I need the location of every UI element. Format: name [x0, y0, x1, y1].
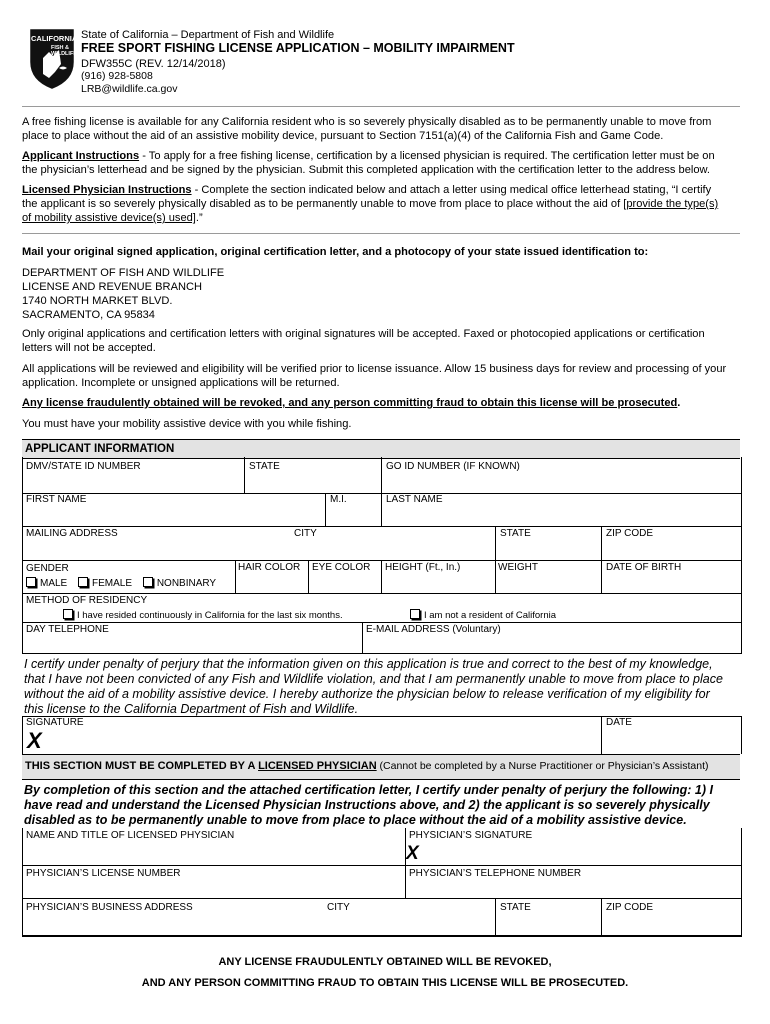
physician-instructions-text: - Complete the section indicated below and attach a letter using medical office letterhead stating, “I certify [191, 184, 712, 196]
physician-instructions-heading: Licensed Physician Instructions [22, 184, 192, 196]
physician-zip-field[interactable] [602, 914, 739, 934]
physician-address-field[interactable] [23, 914, 323, 934]
day-telephone-field[interactable] [23, 636, 361, 652]
mailing-address-label: MAILING ADDRESS [26, 528, 118, 539]
physician-signature-x-mark: X [406, 843, 419, 864]
physician-name-field[interactable] [23, 843, 404, 864]
checkbox-icon[interactable] [63, 609, 73, 619]
applicant-section-bar [22, 439, 740, 459]
physician-section-title [25, 760, 709, 772]
seal-text-fish: FISH & [51, 45, 70, 51]
physician-bar-note: (Cannot be completed by a Nurse Practitioner or Physician’s Assistant) [376, 760, 709, 772]
email-field[interactable] [363, 636, 739, 652]
footer-warning-line1: ANY LICENSE FRAUDULENTLY OBTAINED WILL BE REVOKED, [218, 956, 552, 968]
physician-bar-underlined: LICENSED PHYSICIAN [258, 760, 377, 772]
hair-color-label: HAIR COLOR [238, 562, 301, 573]
intro-divider [22, 233, 740, 234]
intro-paragraph [22, 115, 747, 143]
applicant-instructions-text: - To apply for a free fishing license, certification by a licensed physician is required. The certification letter must be on [139, 150, 715, 162]
physician-cert-line: By completion of this section and the attached certification letter, I certify under penalty of perjury the following: 1) I [24, 783, 713, 797]
dmv-id-field[interactable] [23, 473, 243, 492]
physician-license-field[interactable] [23, 880, 404, 897]
physician-telephone-field[interactable] [406, 880, 739, 897]
certification-line: this license to the California Department of Fish and Wildlife. [24, 702, 359, 716]
physician-city-label: CITY [327, 902, 350, 913]
state-field-2[interactable] [496, 541, 600, 559]
height-field[interactable] [382, 574, 494, 592]
row-divider [22, 593, 742, 594]
physician-zip-label: ZIP CODE [606, 902, 654, 913]
state-label: STATE [249, 461, 280, 472]
footer-warning-line2: AND ANY PERSON COMMITTING FRAUD TO OBTAIN THIS LICENSE WILL BE PROSECUTED. [141, 977, 629, 989]
physician-signature-label: PHYSICIAN’S SIGNATURE [409, 830, 533, 841]
eye-color-label: EYE COLOR [312, 562, 371, 573]
intro-line: place to place without the aid of an assistive mobility device, pursuant to Section 7151(a)(4) of the California Fish and Game Code. [22, 130, 664, 142]
review-note [22, 362, 747, 390]
header-divider [22, 106, 740, 107]
mailing-address-field[interactable] [23, 541, 288, 559]
weight-label: WEIGHT [498, 562, 538, 573]
physician-instructions-text: the applicant is so severely physically disabled as to be permanently unable to move from place to place without the aid of [22, 198, 624, 210]
city-label: CITY [294, 528, 317, 539]
row-divider [22, 653, 742, 654]
checkbox-icon[interactable] [143, 577, 153, 587]
device-type-placeholder: of mobility assistive device(s) used] [22, 212, 196, 224]
city-field[interactable] [290, 541, 494, 559]
mi-field[interactable] [326, 507, 380, 525]
physician-telephone-label: PHYSICIAN’S TELEPHONE NUMBER [409, 868, 582, 879]
day-telephone-label: DAY TELEPHONE [26, 624, 109, 635]
applicant-certification [24, 657, 742, 717]
physician-instructions [22, 183, 747, 225]
zip-field[interactable] [602, 541, 739, 559]
physician-license-label: PHYSICIAN’S LICENSE NUMBER [26, 868, 181, 879]
gender-male-label: MALE [40, 578, 68, 589]
date-field[interactable] [602, 729, 739, 753]
physician-city-field[interactable] [325, 914, 494, 934]
physician-signature-field[interactable] [422, 843, 739, 864]
mi-label: M.I. [330, 494, 347, 505]
residency-option-resident[interactable] [63, 609, 343, 621]
dob-label: DATE OF BIRTH [606, 562, 682, 573]
device-type-placeholder: [provide the type(s) [623, 198, 719, 210]
originals-note-line: Only original applications and certification letters with original signatures will be accepted. Faxed or photocopied applications or certification [22, 328, 705, 340]
seal-text-california: CALIFORNIA [31, 34, 78, 43]
address-line: LICENSE AND REVENUE BRANCH [22, 281, 203, 293]
physician-name-label: NAME AND TITLE OF LICENSED PHYSICIAN [26, 830, 235, 841]
gender-male-option[interactable] [26, 578, 67, 589]
gender-female-option[interactable] [78, 578, 132, 589]
contact-phone: (916) 928-5808 [81, 70, 153, 82]
physician-state-label: STATE [500, 902, 531, 913]
review-note-line: application. Incomplete or unsigned applications will be returned. [22, 377, 340, 389]
intro-line: A free fishing license is available for any California resident who is so severely physically disabled as to be permanently unable to move from [22, 116, 712, 128]
signature-label: SIGNATURE [26, 717, 84, 728]
address-line: 1740 NORTH MARKET BLVD. [22, 295, 173, 307]
residency-resident-label: I have resided continuously in California for the last six months. [77, 610, 343, 621]
row-divider [22, 935, 742, 937]
fraud-warning-text: Any license fraudulently obtained will be revoked, and any person committing fraud to obtain this license will be prosecuted [22, 397, 678, 409]
gender-nonbinary-label: NONBINARY [156, 578, 217, 589]
physician-bar-prefix: THIS SECTION MUST BE COMPLETED BY A [25, 760, 259, 772]
originals-note [22, 327, 747, 355]
height-label: HEIGHT (Ft., In.) [385, 562, 461, 573]
state-field[interactable] [245, 473, 380, 492]
applicant-section-title: APPLICANT INFORMATION [25, 443, 175, 455]
eye-color-field[interactable] [309, 574, 380, 592]
state-label-2: STATE [500, 528, 531, 539]
cdfw-seal-logo [29, 28, 78, 90]
row-divider [22, 560, 742, 561]
applicant-instructions [22, 149, 747, 177]
address-line: DEPARTMENT OF FISH AND WILDLIFE [22, 267, 225, 279]
residency-option-nonresident[interactable] [410, 609, 556, 621]
signature-field[interactable] [45, 729, 600, 753]
applicant-instructions-text: the physician’s letterhead and be signed by the physician. Submit this completed application with the certification letter to the address below. [22, 164, 711, 176]
form-title: FREE SPORT FISHING LICENSE APPLICATION – MOBILITY IMPAIRMENT [81, 41, 515, 55]
address-line: SACRAMENTO, CA 95834 [22, 309, 155, 321]
first-name-label: FIRST NAME [26, 494, 87, 505]
form-number: DFW355C (REV. 12/14/2018) [81, 58, 226, 70]
checkbox-icon[interactable] [26, 577, 36, 587]
physician-address-label: PHYSICIAN’S BUSINESS ADDRESS [26, 902, 193, 913]
zip-label: ZIP CODE [606, 528, 654, 539]
go-id-label: GO ID NUMBER (IF KNOWN) [386, 461, 520, 472]
agency-name: State of California – Department of Fish and Wildlife [81, 29, 335, 41]
hair-color-field[interactable] [236, 574, 307, 592]
physician-cert-line: disabled as to be permanently unable to move from place to place without the aid of a mobility assistive device. [24, 813, 687, 827]
review-note-line: All applications will be reviewed and eligibility will be verified prior to license issuance. Allow 15 business days for review and processing of your [22, 363, 727, 375]
certification-line: that I have not been convicted of any Fish and Wildlife violation, and that I am permanently unable to move from place to place [24, 672, 723, 686]
date-label: DATE [606, 717, 632, 728]
physician-cert-line: have read and understand the Licensed Physician Instructions above, and 2) the applicant is so severely physically [24, 798, 710, 812]
go-id-field[interactable] [382, 473, 739, 492]
physician-section-bar [22, 754, 740, 780]
gender-female-label: FEMALE [92, 578, 133, 589]
row-divider [22, 865, 742, 866]
last-name-label: LAST NAME [386, 494, 443, 505]
physician-state-field[interactable] [496, 914, 600, 934]
applicant-instructions-heading: Applicant Instructions [22, 150, 140, 162]
seal-text-wildlife: WILDLIFE [51, 51, 77, 57]
last-name-field[interactable] [382, 507, 739, 525]
originals-note-line: letters will not be accepted. [22, 342, 156, 354]
gender-nonbinary-option[interactable] [143, 578, 216, 589]
checkbox-icon[interactable] [78, 577, 88, 587]
dob-field[interactable] [602, 574, 739, 592]
certification-line: without the aid of a mobility assistive device. I hereby authorize the physician below to release verification of my eligibility for [24, 687, 710, 701]
weight-field[interactable] [496, 574, 600, 592]
certification-line: I certify under penalty of perjury that the information given on this application is true and correct to the best of my knowledge, [24, 657, 713, 671]
mail-heading: Mail your original signed application, original certification letter, and a photocopy of your state issued identification to: [22, 246, 649, 258]
checkbox-icon[interactable] [410, 609, 420, 619]
signature-x-mark: X [27, 728, 42, 753]
dmv-id-label: DMV/STATE ID NUMBER [26, 461, 141, 472]
row-divider [22, 622, 742, 623]
fraud-warning [22, 396, 680, 410]
residency-label: METHOD OF RESIDENCY [26, 595, 148, 606]
contact-email: LRB@wildlife.ca.gov [81, 83, 178, 95]
first-name-field[interactable] [23, 507, 324, 525]
physician-instructions-text: .” [195, 212, 203, 224]
gender-options [26, 577, 216, 589]
email-label: E-MAIL ADDRESS (Voluntary) [366, 624, 501, 635]
row-divider [22, 493, 742, 494]
physician-certification [24, 783, 742, 828]
fraud-warning-period: . [677, 397, 681, 409]
row-divider [22, 898, 742, 899]
mailing-address-block [22, 266, 224, 322]
gender-label: GENDER [26, 563, 69, 574]
device-note: You must have your mobility assistive device with you while fishing. [22, 418, 352, 430]
row-divider [22, 526, 742, 527]
residency-nonresident-label: I am not a resident of California [424, 610, 557, 621]
